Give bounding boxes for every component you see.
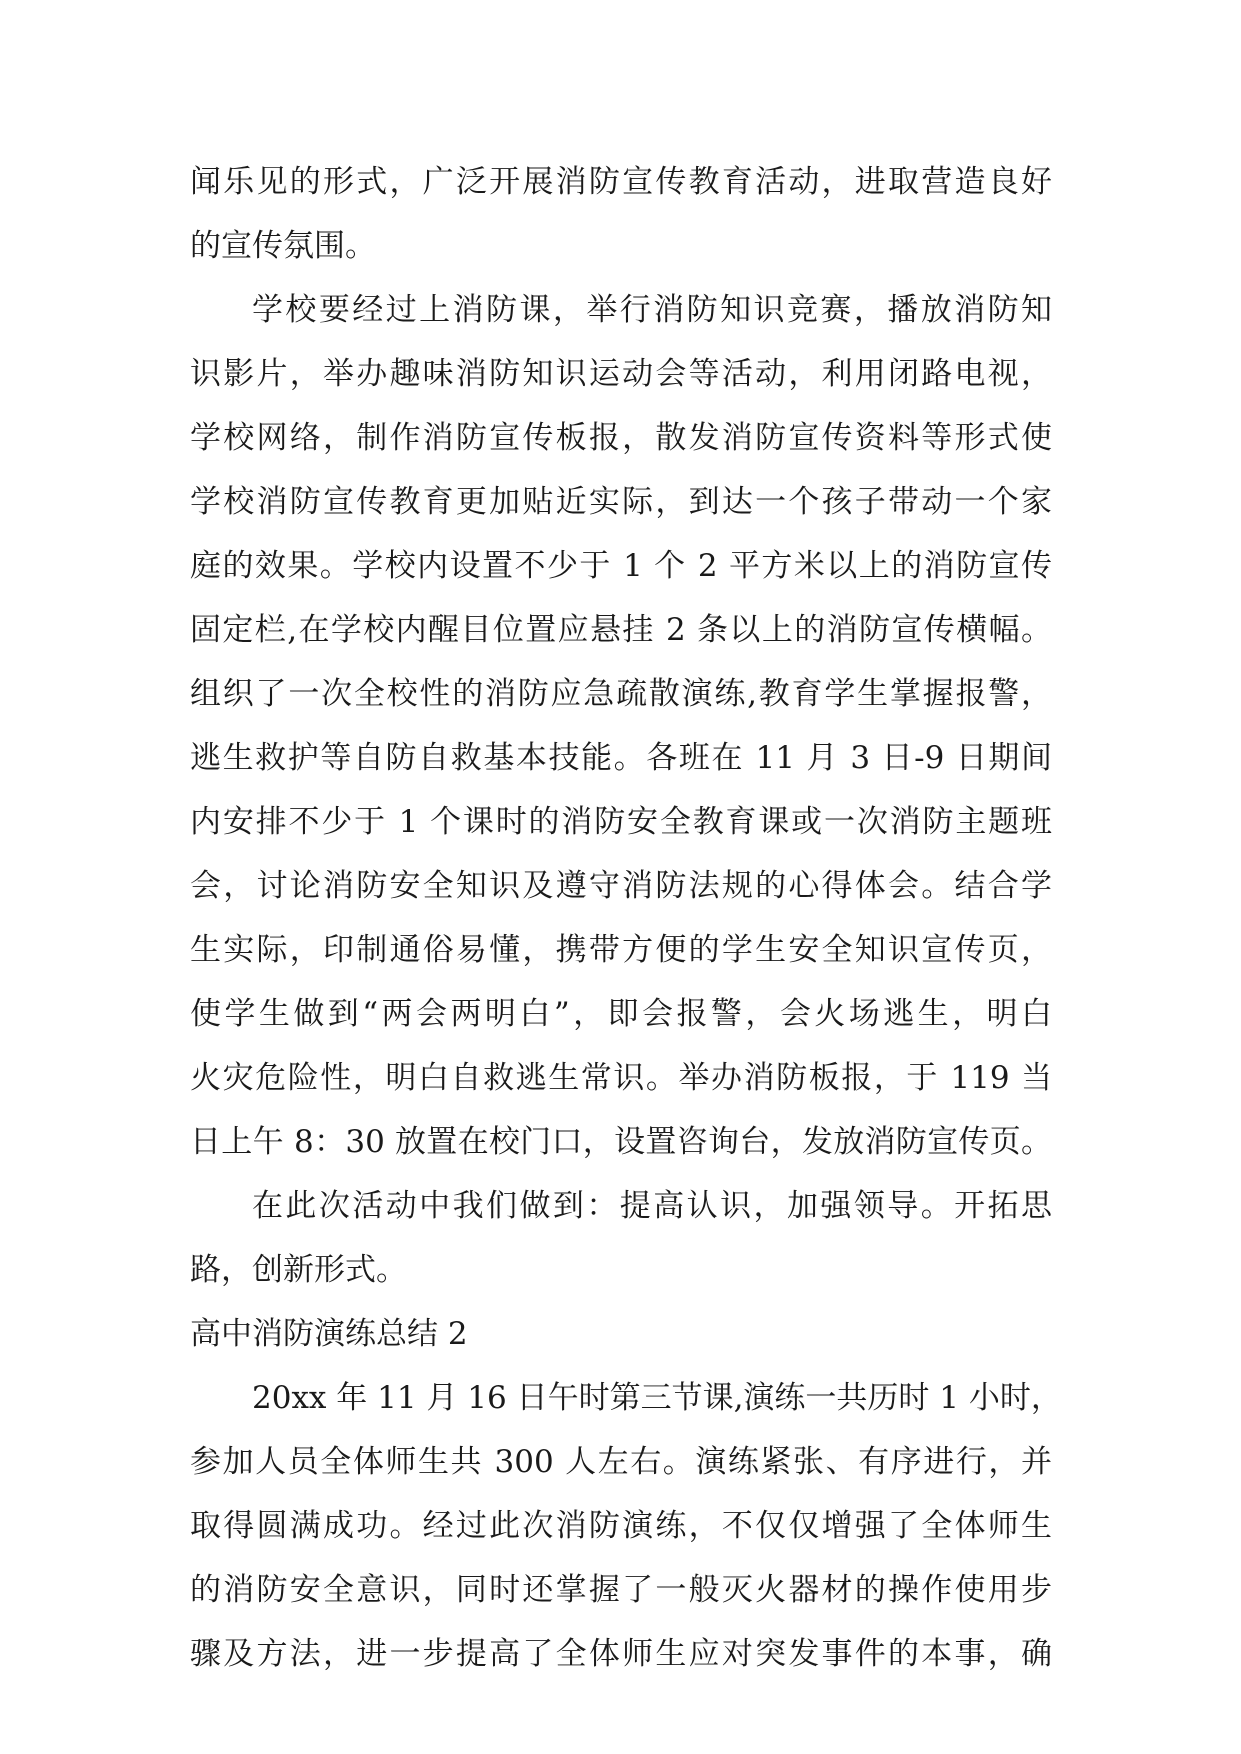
text-line: 固定栏,在学校内醒目位置应悬挂 2 条以上的消防宣传横幅。 <box>190 612 1052 648</box>
text-line: 使学生做到“两会两明白”，即会报警，会火场逃生，明白 <box>190 996 1052 1032</box>
text-line: 取得圆满成功。经过此次消防演练，不仅仅增强了全体师生 <box>190 1508 1052 1544</box>
text-line: 组织了一次全校性的消防应急疏散演练,教育学生掌握报警， <box>190 676 1052 712</box>
text-line: 20xx 年 11 月 16 日午时第三节课,演练一共历时 1 小时， <box>252 1380 1062 1416</box>
text-line: 的宣传氛围。 <box>190 228 376 264</box>
text-line: 会，讨论消防安全知识及遵守消防法规的心得体会。结合学 <box>190 868 1052 904</box>
text-line: 的消防安全意识，同时还掌握了一般灭火器材的操作使用步 <box>190 1572 1052 1608</box>
text-line: 学校消防宣传教育更加贴近实际，到达一个孩子带动一个家 <box>190 484 1052 520</box>
text-line: 日上午 8：30 放置在校门口，设置咨询台，发放消防宣传页。 <box>190 1124 1052 1160</box>
text-line: 骤及方法，进一步提高了全体师生应对突发事件的本事，确 <box>190 1636 1052 1672</box>
text-line: 在此次活动中我们做到：提高认识，加强领导。开拓思 <box>252 1188 1052 1224</box>
text-line: 学校网络，制作消防宣传板报，散发消防宣传资料等形式使 <box>190 420 1052 456</box>
text-line: 内安排不少于 1 个课时的消防安全教育课或一次消防主题班 <box>190 804 1052 840</box>
section-heading: 高中消防演练总结 2 <box>190 1316 468 1352</box>
text-line: 生实际，印制通俗易懂，携带方便的学生安全知识宣传页， <box>190 932 1052 968</box>
text-line: 闻乐见的形式，广泛开展消防宣传教育活动，进取营造良好 <box>190 164 1052 200</box>
text-line: 庭的效果。学校内设置不少于 1 个 2 平方米以上的消防宣传 <box>190 548 1052 584</box>
text-line: 路，创新形式。 <box>190 1252 407 1288</box>
text-line: 识影片，举办趣味消防知识运动会等活动，利用闭路电视， <box>190 356 1052 392</box>
text-line: 参加人员全体师生共 300 人左右。演练紧张、有序进行，并 <box>190 1444 1052 1480</box>
text-line: 火灾危险性，明白自救逃生常识。举办消防板报，于 119 当 <box>190 1060 1052 1096</box>
text-line: 学校要经过上消防课，举行消防知识竞赛，播放消防知 <box>252 292 1052 328</box>
text-line: 逃生救护等自防自救基本技能。各班在 11 月 3 日-9 日期间 <box>190 740 1052 776</box>
document-page <box>190 150 1062 1686</box>
